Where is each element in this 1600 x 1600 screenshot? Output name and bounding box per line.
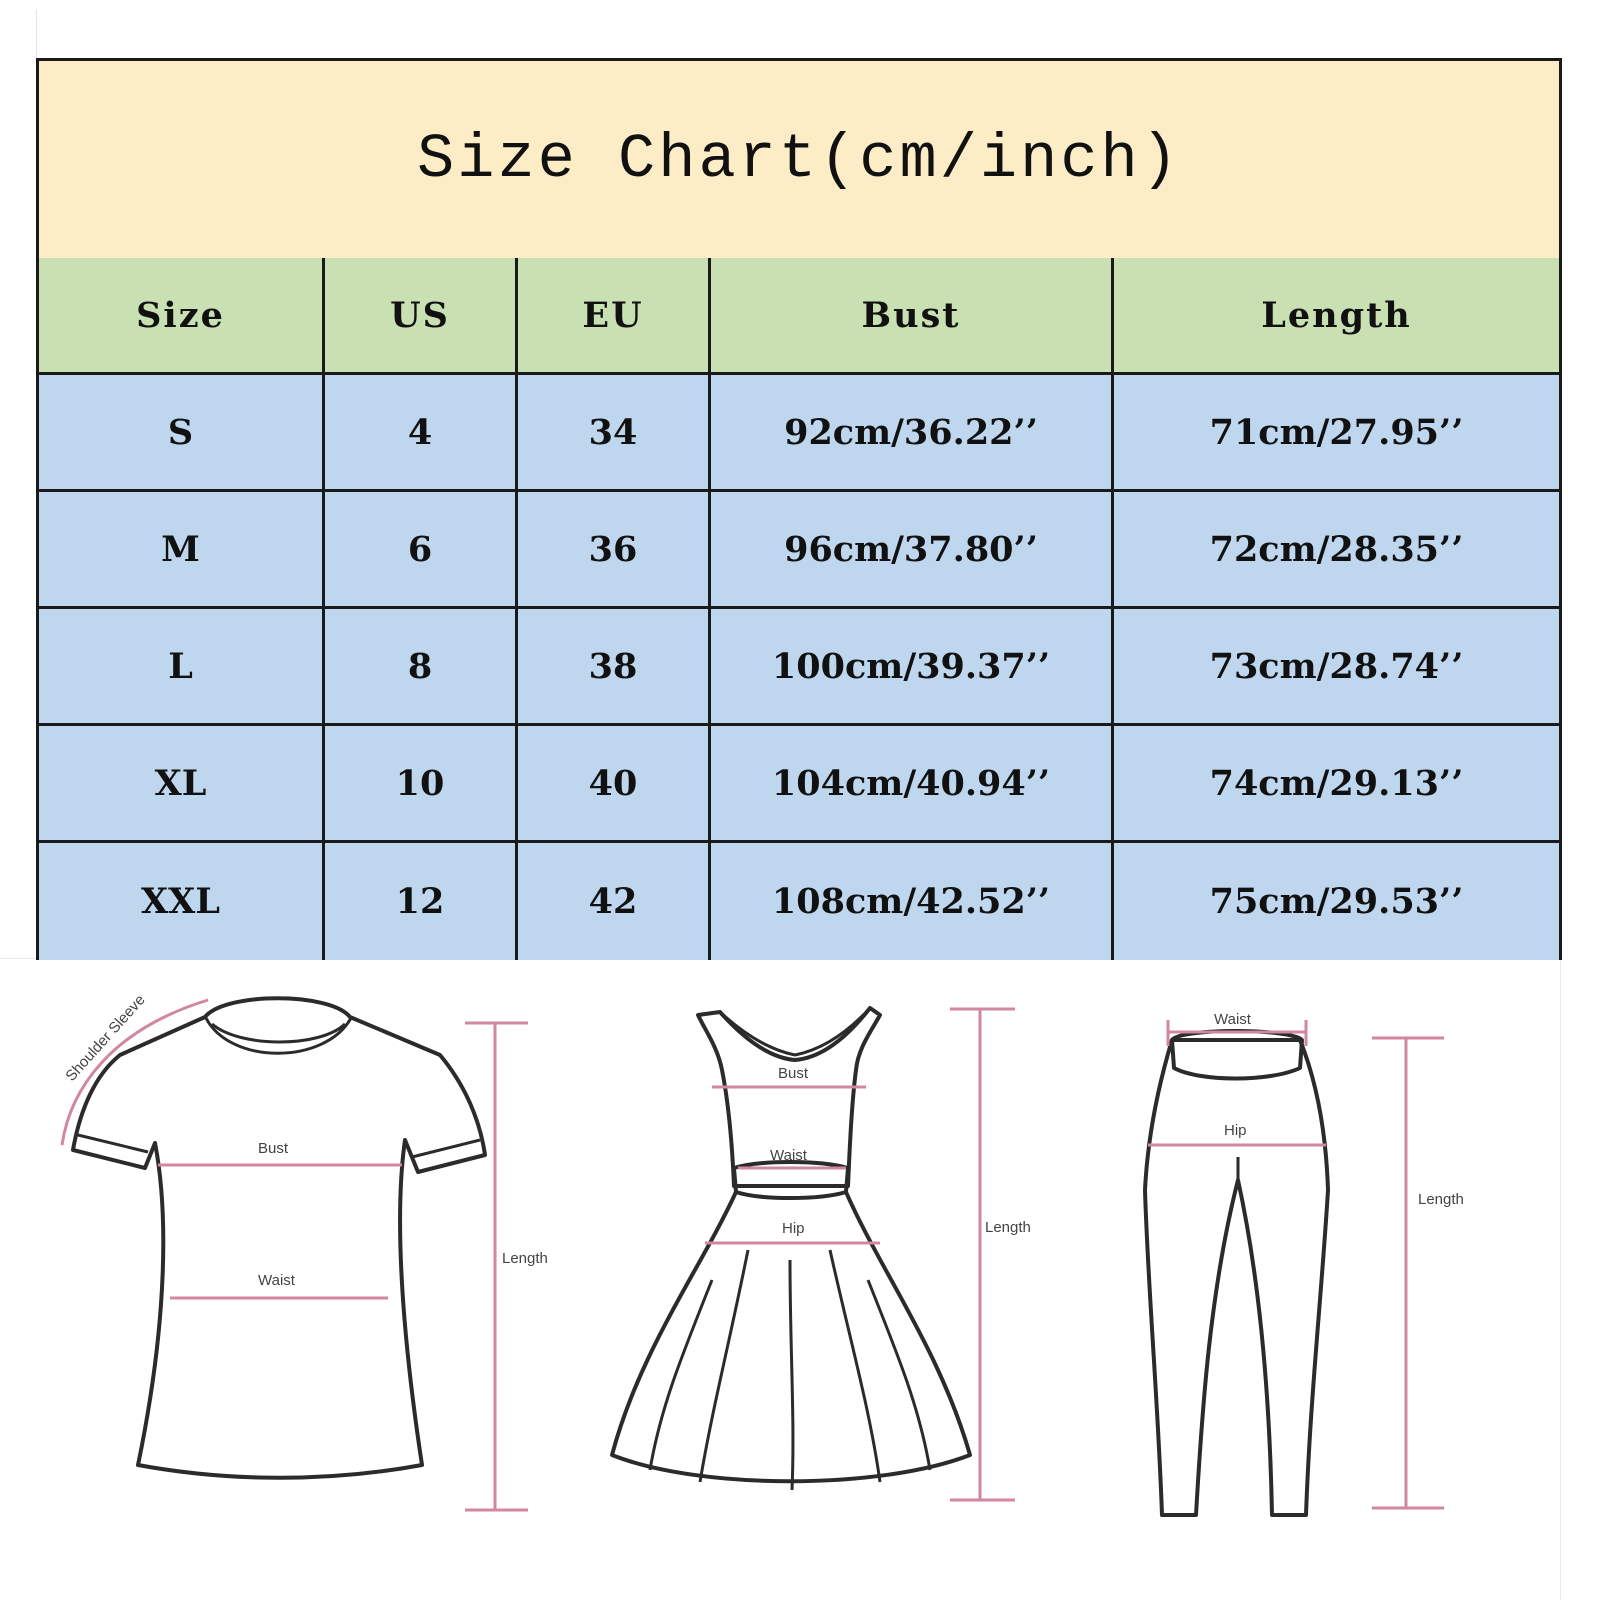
shoulder-sleeve-label: Shoulder Sleeve <box>62 991 149 1085</box>
dress-skirt-fold <box>868 1280 930 1470</box>
column-header-bust: Bust <box>711 258 1114 372</box>
dress-bust-label: Bust <box>778 1065 809 1082</box>
size-cell: XL <box>39 726 325 840</box>
scan-edge-line <box>0 958 36 959</box>
tshirt-sleeve-cuff-left <box>78 1135 148 1152</box>
pants-hip-label: Hip <box>1224 1122 1247 1139</box>
us-cell: 4 <box>325 375 518 489</box>
table-header-row <box>39 258 1559 375</box>
column-header-us: US <box>325 258 518 372</box>
size-cell: L <box>39 609 325 723</box>
table-row <box>39 375 1559 492</box>
table-row <box>39 609 1559 726</box>
pants-illustration <box>1145 1011 1464 1515</box>
dress-skirt-fold <box>790 1260 793 1490</box>
us-cell: 8 <box>325 609 518 723</box>
eu-cell: 38 <box>518 609 711 723</box>
table-row <box>39 726 1559 843</box>
tshirt-bust-label: Bust <box>258 1140 289 1157</box>
tshirt-length-label: Length <box>502 1250 548 1267</box>
dress-skirt-fold <box>830 1250 880 1482</box>
size-cell: M <box>39 492 325 606</box>
us-cell: 10 <box>325 726 518 840</box>
scan-edge-line <box>36 10 37 58</box>
column-header-length: Length <box>1261 294 1412 336</box>
dress-length-label: Length <box>985 1219 1031 1236</box>
measurement-illustrations <box>0 960 1600 1600</box>
eu-cell: 42 <box>518 843 711 960</box>
tshirt-sleeve-cuff-right <box>412 1140 480 1157</box>
pants-length-label: Length <box>1418 1191 1464 1208</box>
eu-cell: 34 <box>518 375 711 489</box>
size-cell: XXL <box>39 843 325 960</box>
bust-cell: 104cm/40.94’’ <box>711 726 1114 840</box>
length-cell: 73cm/28.74’’ <box>1209 645 1464 687</box>
size-chart-title: Size Chart(cm/inch) <box>417 124 1181 195</box>
dress-skirt-fold <box>700 1250 748 1482</box>
size-chart-table <box>36 58 1562 960</box>
table-row <box>39 492 1559 609</box>
dress-hip-label: Hip <box>782 1220 805 1237</box>
column-header-size: Size <box>39 258 325 372</box>
tshirt-waist-label: Waist <box>258 1272 295 1289</box>
tshirt-illustration <box>62 991 548 1510</box>
tshirt-outline <box>73 998 485 1478</box>
length-cell: 72cm/28.35’’ <box>1209 528 1464 570</box>
title-bar <box>39 61 1559 261</box>
bust-cell: 96cm/37.80’’ <box>711 492 1114 606</box>
table-row <box>39 843 1559 960</box>
us-cell: 6 <box>325 492 518 606</box>
size-cell: S <box>39 375 325 489</box>
length-cell: 75cm/29.53’’ <box>1209 881 1464 922</box>
eu-cell: 40 <box>518 726 711 840</box>
bust-cell: 100cm/39.37’’ <box>711 609 1114 723</box>
dress-illustration <box>612 1008 1031 1500</box>
bust-cell: 92cm/36.22’’ <box>711 375 1114 489</box>
us-cell: 12 <box>325 843 518 960</box>
eu-cell: 36 <box>518 492 711 606</box>
dress-skirt-fold <box>650 1280 712 1470</box>
tshirt-collar-inner <box>206 1018 351 1053</box>
length-cell: 74cm/29.13’’ <box>1209 762 1464 804</box>
pants-waist-label: Waist <box>1214 1011 1251 1028</box>
bust-cell: 108cm/42.52’’ <box>711 843 1114 960</box>
pants-outline <box>1145 1040 1328 1515</box>
length-cell: 71cm/27.95’’ <box>1209 411 1464 453</box>
dress-waist-label: Waist <box>770 1147 807 1164</box>
tshirt-collar <box>212 1024 345 1042</box>
column-header-eu: EU <box>518 258 711 372</box>
